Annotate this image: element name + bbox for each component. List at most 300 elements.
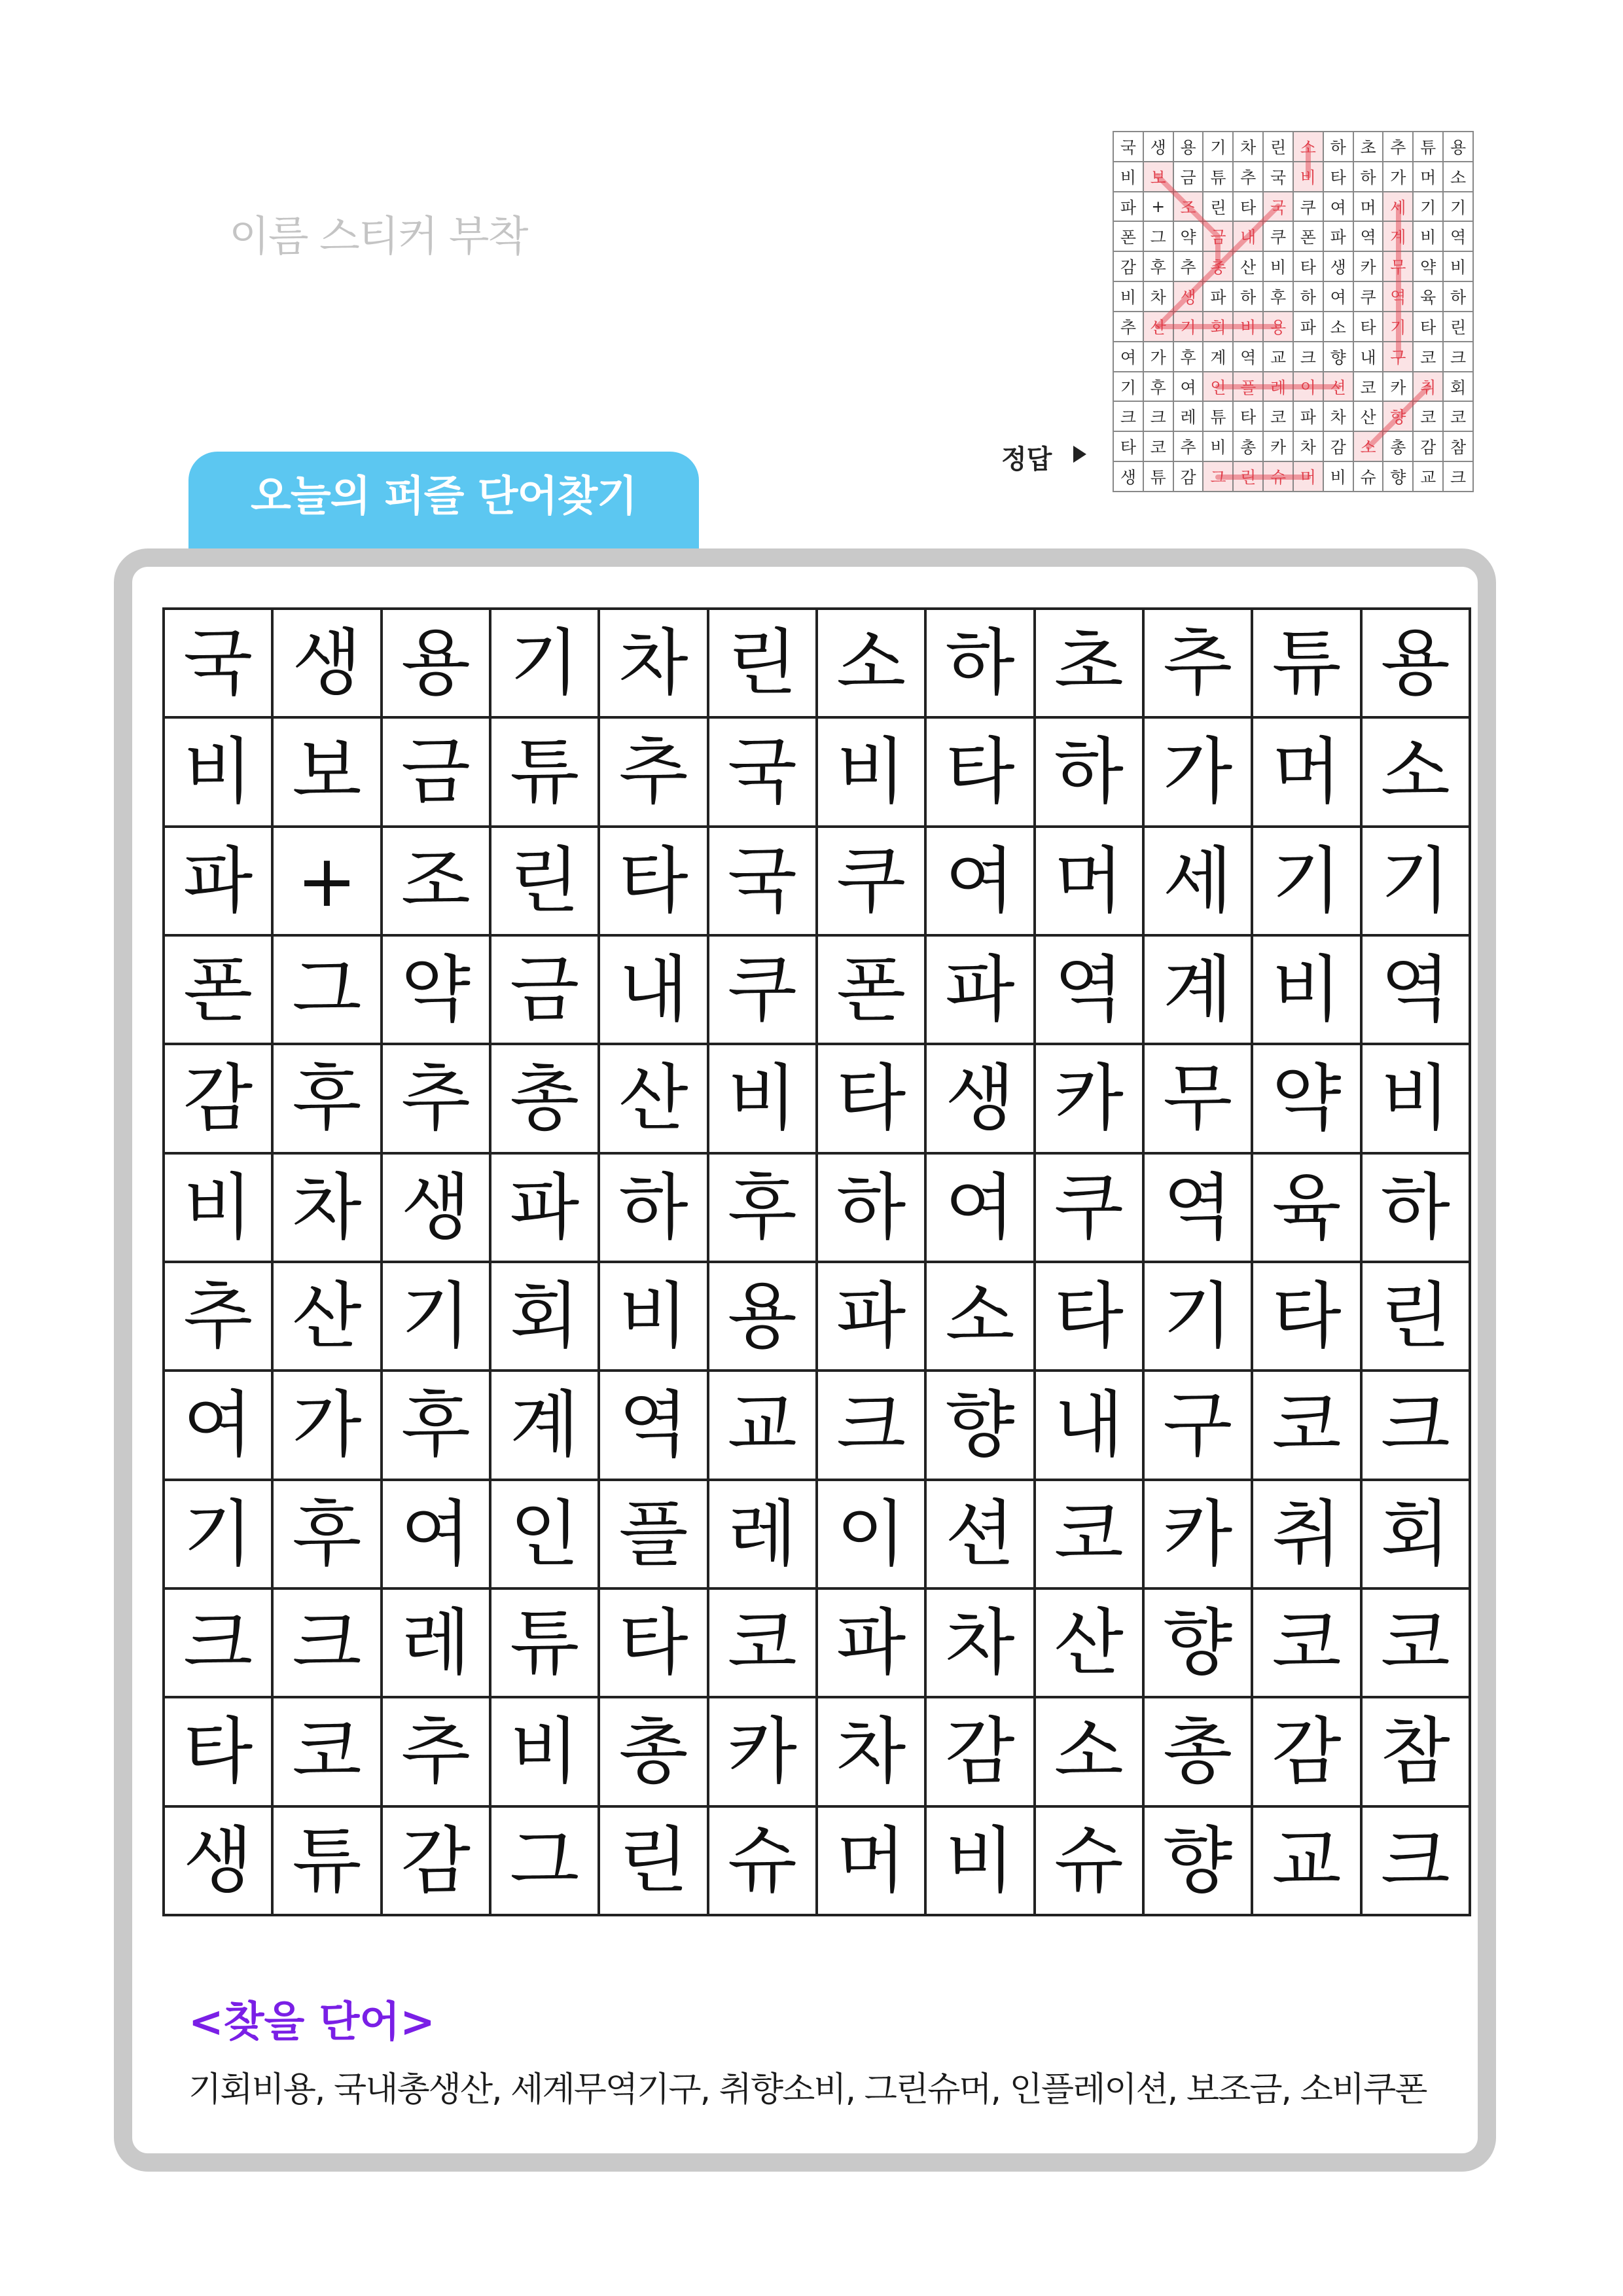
answer-cell: 튜 [1203,162,1233,192]
answer-cell: 코 [1353,372,1383,402]
puzzle-cell[interactable]: 비 [490,1697,599,1806]
answer-cell: 튜 [1203,401,1233,431]
puzzle-cell[interactable]: 세 [1143,827,1252,935]
answer-row [1113,192,1473,222]
puzzle-row [164,609,1470,717]
answer-cell: 향 [1323,342,1353,372]
puzzle-cell[interactable]: 감 [164,1044,272,1153]
answer-cell: 파 [1293,312,1323,342]
answer-cell: 머 [1293,461,1323,492]
puzzle-cell[interactable]: 션 [925,1480,1034,1588]
answer-cell: 비 [1443,251,1473,281]
answer-cell: 향 [1383,401,1413,431]
answer-row [1113,372,1473,402]
puzzle-cell[interactable]: 비 [817,717,925,826]
answer-cell: 타 [1413,312,1443,342]
puzzle-cell[interactable]: 육 [1252,1153,1361,1262]
answer-cell: 역 [1353,221,1383,251]
answer-cell: 소 [1353,431,1383,461]
puzzle-cell[interactable]: 회 [490,1262,599,1371]
answer-cell: 육 [1413,281,1443,312]
puzzle-cell[interactable]: 쿠 [708,935,817,1044]
puzzle-cell[interactable]: 생 [272,609,381,717]
puzzle-cell[interactable]: 그 [272,935,381,1044]
puzzle-row [164,1371,1470,1479]
puzzle-cell[interactable]: 계 [1143,935,1252,1044]
puzzle-cell[interactable]: 차 [599,609,707,717]
puzzle-cell[interactable]: 슈 [1035,1806,1143,1915]
puzzle-cell[interactable]: 린 [1361,1262,1470,1371]
answer-cell: 코 [1263,401,1293,431]
puzzle-cell[interactable]: 비 [164,717,272,826]
answer-cell: 감 [1113,251,1143,281]
puzzle-cell[interactable]: 가 [1143,717,1252,826]
puzzle-cell[interactable]: 튜 [1252,609,1361,717]
answer-cell: 하 [1353,162,1383,192]
puzzle-cell[interactable]: 추 [382,1044,490,1153]
puzzle-cell[interactable]: 생 [164,1806,272,1915]
answer-cell: 참 [1443,431,1473,461]
answer-cell: 회 [1443,372,1473,402]
answer-cell: 생 [1323,251,1353,281]
answer-cell: 소 [1323,312,1353,342]
answer-cell: 여 [1113,342,1143,372]
puzzle-cell[interactable]: 초 [1035,609,1143,717]
answer-cell: 쿠 [1353,281,1383,312]
answer-cell: 쿠 [1293,192,1323,222]
puzzle-cell[interactable]: 여 [382,1480,490,1588]
puzzle-cell[interactable]: 소 [817,609,925,717]
answer-cell: 조 [1173,192,1204,222]
answer-cell: 세 [1383,192,1413,222]
answer-cell: 코 [1413,401,1443,431]
puzzle-cell[interactable]: 기 [1143,1262,1252,1371]
puzzle-cell[interactable]: 산 [1035,1588,1143,1697]
puzzle-cell[interactable]: 총 [1143,1697,1252,1806]
puzzle-cell[interactable]: 비 [1361,1044,1470,1153]
answer-cell: 파 [1203,281,1233,312]
puzzle-title: 오늘의 퍼즐 단어찾기 [251,473,637,521]
puzzle-cell[interactable]: 소 [1035,1697,1143,1806]
answer-cell: + [1143,192,1173,222]
answer-cell: 하 [1233,281,1263,312]
puzzle-cell[interactable]: 감 [1252,1697,1361,1806]
puzzle-cell[interactable]: 크 [164,1588,272,1697]
answer-cell: 파 [1323,221,1353,251]
answer-cell: 무 [1383,251,1413,281]
puzzle-cell[interactable]: 튜 [490,1588,599,1697]
puzzle-cell[interactable]: 참 [1361,1697,1470,1806]
puzzle-cell[interactable]: 하 [599,1153,707,1262]
answer-cell: 후 [1263,281,1293,312]
puzzle-cell[interactable]: 타 [925,717,1034,826]
puzzle-cell[interactable]: 국 [164,609,272,717]
answer-cell: 여 [1323,192,1353,222]
puzzle-cell[interactable]: 추 [599,717,707,826]
puzzle-cell[interactable]: 내 [1035,1371,1143,1479]
name-sticker-placeholder: 이름 스티커 부착 [229,213,527,261]
puzzle-cell[interactable]: 교 [1252,1806,1361,1915]
puzzle-cell[interactable]: 레 [382,1588,490,1697]
answer-cell: 약 [1413,251,1443,281]
answer-cell: 타 [1113,431,1143,461]
answer-cell: 국 [1113,132,1143,162]
puzzle-cell[interactable]: 여 [164,1371,272,1479]
puzzle-cell[interactable]: 기 [164,1480,272,1588]
answer-cell: 크 [1443,461,1473,492]
answer-cell: 코 [1143,431,1173,461]
puzzle-cell[interactable]: 폰 [817,935,925,1044]
puzzle-cell[interactable]: 교 [708,1371,817,1479]
puzzle-cell[interactable]: 향 [925,1371,1034,1479]
answer-cell: 소 [1293,132,1323,162]
answer-cell: 카 [1383,372,1413,402]
answer-cell: 그 [1203,461,1233,492]
answer-cell: 취 [1413,372,1443,402]
answer-cell: 린 [1203,192,1233,222]
answer-cell: 인 [1203,372,1233,402]
answer-cell: 크 [1113,401,1143,431]
puzzle-row [164,1153,1470,1262]
answer-cell: 기 [1113,372,1143,402]
puzzle-cell[interactable]: 금 [382,717,490,826]
puzzle-cell[interactable]: + [272,827,381,935]
puzzle-cell[interactable]: 코 [1035,1480,1143,1588]
answer-cell: 교 [1263,342,1293,372]
puzzle-cell[interactable]: 소 [925,1262,1034,1371]
puzzle-cell[interactable]: 가 [272,1371,381,1479]
puzzle-cell[interactable]: 린 [599,1806,707,1915]
answer-cell: 비 [1233,312,1263,342]
answer-key-grid [1113,131,1474,492]
answer-cell: 용 [1263,312,1293,342]
puzzle-cell[interactable]: 그 [490,1806,599,1915]
puzzle-cell[interactable]: 코 [708,1588,817,1697]
puzzle-cell[interactable]: 차 [817,1697,925,1806]
puzzle-cell[interactable]: 용 [1361,609,1470,717]
puzzle-cell[interactable]: 레 [708,1480,817,1588]
puzzle-cell[interactable]: 쿠 [1035,1153,1143,1262]
puzzle-cell[interactable]: 카 [1143,1480,1252,1588]
answer-cell: 린 [1443,312,1473,342]
answer-cell: 기 [1383,312,1413,342]
puzzle-cell[interactable]: 타 [1035,1262,1143,1371]
puzzle-cell[interactable]: 하 [1035,717,1143,826]
puzzle-cell[interactable]: 금 [490,935,599,1044]
puzzle-cell[interactable]: 향 [1143,1806,1252,1915]
answer-cell: 린 [1263,132,1293,162]
answer-cell: 금 [1203,221,1233,251]
puzzle-cell[interactable]: 린 [490,827,599,935]
puzzle-cell[interactable]: 기 [1361,827,1470,935]
answer-cell: 산 [1353,401,1383,431]
puzzle-cell[interactable]: 파 [925,935,1034,1044]
answer-cell: 튜 [1143,461,1173,492]
answer-cell: 타 [1293,251,1323,281]
answer-cell: 차 [1143,281,1173,312]
answer-cell: 비 [1323,461,1353,492]
answer-cell: 감 [1413,431,1443,461]
answer-cell: 비 [1263,251,1293,281]
answer-cell: 레 [1173,401,1204,431]
puzzle-cell[interactable]: 크 [1361,1371,1470,1479]
answer-cell: 비 [1203,431,1233,461]
answer-cell: 추 [1233,162,1263,192]
words-list: 기회비용, 국내총생산, 세계무역기구, 취향소비, 그린슈머, 인플레이션, 보조금, 소비쿠폰 [188,2070,1427,2109]
answer-cell: 비 [1293,162,1323,192]
puzzle-cell[interactable]: 향 [1143,1588,1252,1697]
puzzle-cell[interactable]: 파 [164,827,272,935]
answer-cell: 후 [1143,251,1173,281]
puzzle-cell[interactable]: 후 [708,1153,817,1262]
puzzle-cell[interactable]: 타 [599,1588,707,1697]
puzzle-cell[interactable]: 기 [382,1262,490,1371]
answer-cell: 파 [1113,192,1143,222]
puzzle-cell[interactable]: 총 [490,1044,599,1153]
puzzle-cell[interactable]: 플 [599,1480,707,1588]
puzzle-cell[interactable]: 약 [382,935,490,1044]
puzzle-cell[interactable]: 머 [1035,827,1143,935]
answer-cell: 타 [1233,401,1263,431]
answer-cell: 총 [1233,431,1263,461]
answer-cell: 향 [1383,461,1413,492]
answer-cell: 용 [1443,132,1473,162]
puzzle-cell[interactable]: 튜 [272,1806,381,1915]
answer-cell: 션 [1323,372,1353,402]
puzzle-cell[interactable]: 역 [599,1371,707,1479]
puzzle-row [164,1806,1470,1915]
puzzle-cell[interactable]: 파 [817,1588,925,1697]
puzzle-row [164,1588,1470,1697]
puzzle-row [164,1262,1470,1371]
answer-cell: 내 [1353,342,1383,372]
answer-row [1113,162,1473,192]
answer-cell: 쿠 [1263,221,1293,251]
puzzle-cell[interactable]: 생 [925,1044,1034,1153]
puzzle-cell[interactable]: 역 [1035,935,1143,1044]
answer-cell: 코 [1413,342,1443,372]
answer-cell: 역 [1383,281,1413,312]
answer-cell: 구 [1383,342,1413,372]
puzzle-cell[interactable]: 인 [490,1480,599,1588]
puzzle-cell[interactable]: 차 [272,1153,381,1262]
puzzle-cell[interactable]: 추 [382,1697,490,1806]
answer-cell: 내 [1233,221,1263,251]
answer-cell: 역 [1233,342,1263,372]
puzzle-cell[interactable]: 비 [708,1044,817,1153]
words-heading: <찾을 단어> [188,1998,435,2047]
puzzle-cell[interactable]: 소 [1361,717,1470,826]
answer-cell: 린 [1233,461,1263,492]
puzzle-cell[interactable]: 쿠 [817,827,925,935]
puzzle-cell[interactable]: 약 [1252,1044,1361,1153]
answer-cell: 슈 [1263,461,1293,492]
answer-cell: 타 [1233,192,1263,222]
puzzle-cell[interactable]: 추 [1143,609,1252,717]
puzzle-cell[interactable]: 후 [272,1044,381,1153]
puzzle-cell[interactable]: 크 [817,1371,925,1479]
puzzle-cell[interactable]: 타 [817,1044,925,1153]
answer-cell: 교 [1413,461,1443,492]
arrow-right-icon [1073,446,1086,463]
puzzle-cell[interactable]: 국 [708,717,817,826]
answer-cell: 계 [1203,342,1233,372]
puzzle-cell[interactable]: 여 [925,827,1034,935]
puzzle-cell[interactable]: 총 [599,1697,707,1806]
puzzle-cell[interactable]: 구 [1143,1371,1252,1479]
puzzle-cell[interactable]: 여 [925,1153,1034,1262]
answer-cell: 여 [1173,372,1204,402]
puzzle-cell[interactable]: 회 [1361,1480,1470,1588]
answer-cell: 기 [1203,132,1233,162]
puzzle-cell[interactable]: 추 [164,1262,272,1371]
answer-cell: 머 [1353,192,1383,222]
puzzle-cell[interactable]: 용 [382,609,490,717]
puzzle-cell[interactable]: 크 [272,1588,381,1697]
puzzle-cell[interactable]: 보 [272,717,381,826]
puzzle-cell[interactable]: 타 [1252,1262,1361,1371]
puzzle-cell[interactable]: 파 [490,1153,599,1262]
puzzle-cell[interactable]: 국 [708,827,817,935]
answer-cell: 생 [1143,132,1173,162]
puzzle-row [164,827,1470,935]
puzzle-cell[interactable]: 무 [1143,1044,1252,1153]
puzzle-cell[interactable]: 산 [599,1044,707,1153]
answer-cell: 레 [1263,372,1293,402]
answer-label: 정답 [1001,444,1052,475]
answer-cell: 크 [1443,342,1473,372]
puzzle-cell[interactable]: 차 [925,1588,1034,1697]
puzzle-cell[interactable]: 취 [1252,1480,1361,1588]
answer-cell: 생 [1113,461,1143,492]
answer-row [1113,431,1473,461]
answer-cell: 카 [1263,431,1293,461]
puzzle-cell[interactable]: 하 [925,609,1034,717]
answer-cell: 튜 [1413,132,1443,162]
answer-cell: 용 [1173,132,1204,162]
puzzle-cell[interactable]: 폰 [164,935,272,1044]
puzzle-cell[interactable]: 역 [1361,935,1470,1044]
answer-cell: 차 [1323,401,1353,431]
answer-cell: 플 [1233,372,1263,402]
puzzle-cell[interactable]: 크 [1361,1806,1470,1915]
answer-cell: 하 [1323,132,1353,162]
answer-cell: 추 [1173,251,1204,281]
answer-cell: 추 [1383,132,1413,162]
answer-cell: 역 [1443,221,1473,251]
puzzle-cell[interactable]: 린 [708,609,817,717]
answer-row [1113,281,1473,312]
answer-cell: 감 [1323,431,1353,461]
answer-cell: 기 [1443,192,1473,222]
answer-cell: 국 [1263,162,1293,192]
puzzle-cell[interactable]: 카 [708,1697,817,1806]
puzzle-cell[interactable]: 비 [1252,935,1361,1044]
answer-cell: 폰 [1113,221,1143,251]
answer-cell: 국 [1263,192,1293,222]
puzzle-cell[interactable]: 감 [925,1697,1034,1806]
answer-cell: 크 [1293,342,1323,372]
puzzle-cell[interactable]: 역 [1143,1153,1252,1262]
puzzle-cell[interactable]: 생 [382,1153,490,1262]
answer-cell: 금 [1173,162,1204,192]
puzzle-cell[interactable]: 후 [272,1480,381,1588]
answer-cell: 보 [1143,162,1173,192]
answer-cell: 소 [1443,162,1473,192]
answer-row [1113,251,1473,281]
puzzle-cell[interactable]: 카 [1035,1044,1143,1153]
answer-cell: 카 [1353,251,1383,281]
puzzle-cell[interactable]: 타 [599,827,707,935]
puzzle-cell[interactable]: 머 [1252,717,1361,826]
answer-cell: 차 [1233,132,1263,162]
puzzle-cell[interactable]: 감 [382,1806,490,1915]
puzzle-cell[interactable]: 이 [817,1480,925,1588]
puzzle-cell[interactable]: 비 [164,1153,272,1262]
answer-cell: 타 [1323,162,1353,192]
puzzle-cell[interactable]: 타 [164,1697,272,1806]
puzzle-cell[interactable]: 용 [708,1262,817,1371]
puzzle-cell[interactable]: 후 [382,1371,490,1479]
answer-cell: 비 [1113,281,1143,312]
answer-cell: 추 [1113,312,1143,342]
puzzle-cell[interactable]: 머 [817,1806,925,1915]
answer-cell: 추 [1173,431,1204,461]
answer-cell: 산 [1143,312,1173,342]
puzzle-cell[interactable]: 코 [1252,1588,1361,1697]
puzzle-cell[interactable]: 비 [599,1262,707,1371]
answer-cell: 파 [1293,401,1323,431]
puzzle-grid-container [162,607,1471,1916]
answer-cell: 산 [1233,251,1263,281]
answer-row [1113,401,1473,431]
puzzle-cell[interactable]: 조 [382,827,490,935]
answer-cell: 코 [1443,401,1473,431]
puzzle-cell[interactable]: 산 [272,1262,381,1371]
answer-cell: 타 [1353,312,1383,342]
puzzle-cell[interactable]: 코 [1252,1371,1361,1479]
answer-cell: 가 [1383,162,1413,192]
answer-cell: 폰 [1293,221,1323,251]
answer-cell: 감 [1173,461,1204,492]
puzzle-cell[interactable]: 비 [925,1806,1034,1915]
answer-row [1113,221,1473,251]
answer-cell: 후 [1143,372,1173,402]
puzzle-cell[interactable]: 하 [1361,1153,1470,1262]
answer-row [1113,312,1473,342]
answer-row [1113,342,1473,372]
puzzle-cell[interactable]: 계 [490,1371,599,1479]
puzzle-cell[interactable]: 파 [817,1262,925,1371]
puzzle-cell[interactable]: 기 [490,609,599,717]
puzzle-cell[interactable]: 코 [1361,1588,1470,1697]
puzzle-cell[interactable]: 기 [1252,827,1361,935]
answer-cell: 하 [1443,281,1473,312]
answer-row [1113,461,1473,492]
puzzle-cell[interactable]: 슈 [708,1806,817,1915]
answer-cell: 그 [1143,221,1173,251]
puzzle-grid [162,607,1471,1916]
answer-cell: 계 [1383,221,1413,251]
puzzle-cell[interactable]: 내 [599,935,707,1044]
puzzle-title-tab [188,452,699,550]
puzzle-cell[interactable]: 튜 [490,717,599,826]
answer-cell: 총 [1383,431,1413,461]
puzzle-cell[interactable]: 하 [817,1153,925,1262]
puzzle-cell[interactable]: 코 [272,1697,381,1806]
answer-cell: 슈 [1353,461,1383,492]
answer-cell: 기 [1173,312,1204,342]
